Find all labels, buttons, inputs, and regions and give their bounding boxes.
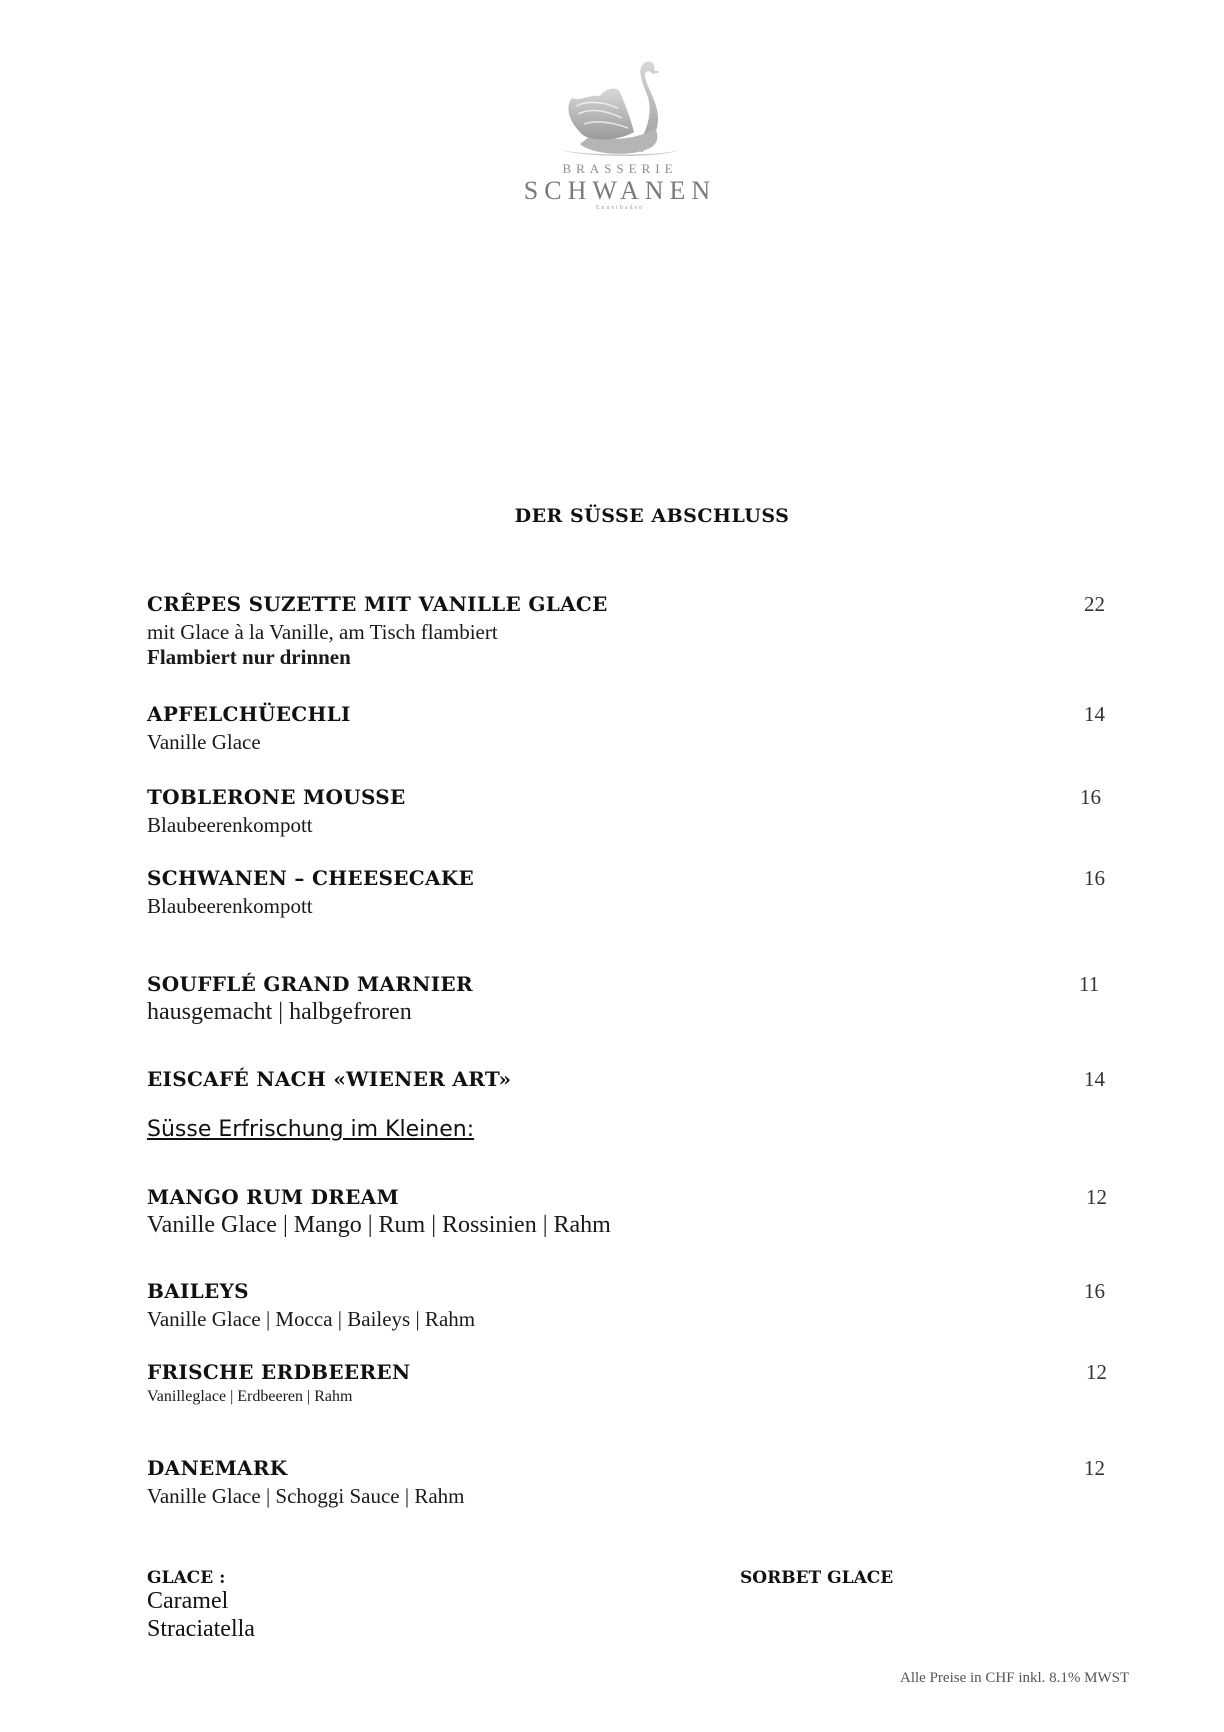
glace-flavor: Caramel xyxy=(147,1588,229,1614)
menu-item-name: SCHWANEN – CHEESECAKE xyxy=(147,866,475,890)
logo-name-text: SCHWANEN xyxy=(523,176,717,205)
section-subheading: Süsse Erfrischung im Kleinen: xyxy=(147,1117,475,1142)
menu-item-price: 11 xyxy=(1079,972,1100,996)
menu-item-name: APFELCHÜECHLI xyxy=(147,702,351,726)
menu-item-desc: Blaubeerenkompott xyxy=(147,894,313,918)
logo-place-text: Ennetbaden xyxy=(595,205,645,211)
coupe-name: BAILEYS xyxy=(147,1279,249,1303)
menu-item-desc: mit Glace à la Vanille, am Tisch flambiert xyxy=(147,620,498,644)
menu-item-name: SOUFFLÉ GRAND MARNIER xyxy=(147,972,473,996)
coupe-price: 12 xyxy=(1084,1456,1105,1480)
coupe-name: FRISCHE ERDBEEREN xyxy=(147,1360,411,1384)
glace-flavor: Straciatella xyxy=(147,1616,255,1642)
menu-item-name: CRÊPES SUZETTE MIT VANILLE GLACE xyxy=(147,592,608,616)
swan-icon xyxy=(550,58,690,158)
menu-item-desc: Blaubeerenkompott xyxy=(147,813,313,837)
sorbet-heading: SORBET GLACE xyxy=(740,1568,894,1588)
coupe-price: 12 xyxy=(1086,1185,1107,1209)
coupe-price: 12 xyxy=(1086,1360,1107,1384)
menu-item-price: 14 xyxy=(1084,702,1105,726)
menu-item-note: Flambiert nur drinnen xyxy=(147,645,351,669)
coupe-desc: Vanille Glace | Schoggi Sauce | Rahm xyxy=(147,1484,465,1508)
glace-heading: GLACE : xyxy=(147,1568,226,1588)
brasserie-logo xyxy=(520,58,720,218)
coupe-price: 16 xyxy=(1084,1279,1105,1303)
coupe-desc: Vanille Glace | Mango | Rum | Rossinien | Rahm xyxy=(147,1212,611,1238)
price-footnote: Alle Preise in CHF inkl. 8.1% MWST xyxy=(900,1670,1130,1686)
coupe-desc: Vanilleglace | Erdbeeren | Rahm xyxy=(147,1388,353,1405)
coupe-name: DANEMARK xyxy=(147,1456,288,1480)
menu-item-desc: hausgemacht | halbgefroren xyxy=(147,999,412,1025)
coupe-desc: Vanille Glace | Mocca | Baileys | Rahm xyxy=(147,1307,476,1331)
logo-brasserie-text: BRASSERIE xyxy=(562,161,678,176)
menu-item-desc: Vanille Glace xyxy=(147,730,261,754)
page-title: DER SÜSSE ABSCHLUSS xyxy=(514,505,790,527)
menu-item-name: EISCAFÉ NACH «WIENER ART» xyxy=(147,1067,512,1091)
menu-item-price: 14 xyxy=(1084,1067,1105,1091)
menu-item-price: 16 xyxy=(1084,866,1105,890)
menu-item-price: 16 xyxy=(1080,785,1101,809)
menu-item-price: 22 xyxy=(1084,592,1105,616)
menu-item-name: TOBLERONE MOUSSE xyxy=(147,785,406,809)
coupe-name: MANGO RUM DREAM xyxy=(147,1185,399,1209)
